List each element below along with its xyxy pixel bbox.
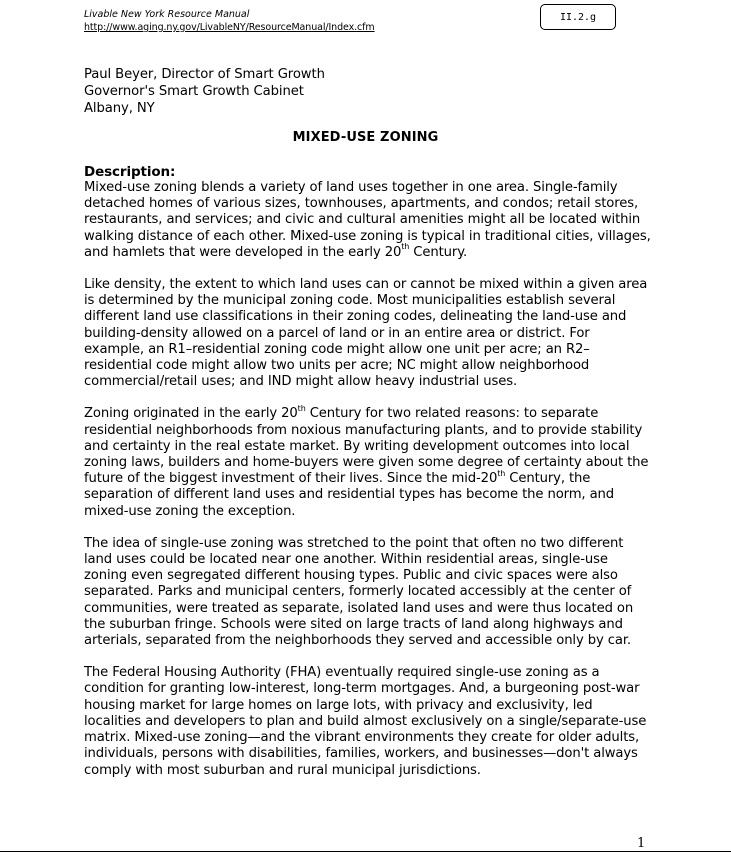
paragraph-4: The idea of single-use zoning was stretched to the point that often no two different land uses could be located near one another. Within residential areas, single-use zoning even segregated different housing types. Public and civic spaces were also separated. Parks and municipal centers, formerly located accessibly at the center of communities, were treated as separate, isolated land uses and were thus located on the suburban fringe. Schools were sited on large tracts of land along highways and arterials, separated from the neighborhoods they served and accessible only by car. bbox=[84, 535, 634, 649]
document-body bbox=[84, 164, 652, 795]
p3-text-b: Century for two related reasons: to separate residential neighborhoods from noxious manufacturing plants, and to provide stability and certainty in the real estate market. By writing development outcomes into local zoning laws, builders and home-buyers were given some degree of certainty about the future of the biggest investment of their lives. Since the mid-20 bbox=[84, 406, 649, 487]
paragraph-5: The Federal Housing Authority (FHA) eventually required single-use zoning as a condition for granting low-interest, long-term mortgages. And, a burgeoning post-war housing market for large homes on large lots, with privacy and exclusivity, led localities and developers to plan and build almost exclusively on a single/separate-use matrix. Mixed-use zoning—and the vibrant environments they create for older adults, individuals, persons with disabilities, families, workers, and businesses—don't always comply with most suburban and rural municipal jurisdictions. bbox=[84, 665, 647, 778]
manual-title: Livable New York Resource Manual bbox=[84, 9, 250, 20]
paragraph-2: Like density, the extent to which land uses can or cannot be mixed within a given area is determined by the municipal zoning code. Most municipalities establish several different land use classifications in their zoning codes, delineating the land-use and building-density allowed on a parcel of land or in an entire area or district. For example, an R1–residential zoning code might allow one unit per acre; an R2–residential code might allow two units per acre; NC might allow neighborhood commercial/retail uses; and IND might allow heavy industrial uses. bbox=[84, 277, 648, 390]
page-number: 1 bbox=[637, 836, 646, 851]
p1-text-a: Mixed-use zoning blends a variety of land uses together in one area. Single-family detached homes of various sizes, townhouses, apartments, and condos; retail stores, restaurants, and services; and civic and cultural amenities might all be located within walking distance of each other. Mixed-use zoning is typical in traditional cities, villages, and hamlets that were developed in the early 20 bbox=[84, 180, 651, 260]
p1-superscript: th bbox=[401, 242, 410, 252]
author-block bbox=[84, 66, 325, 117]
document-title: MIXED-USE ZONING bbox=[292, 130, 439, 145]
author-org-line: Governor's Smart Growth Cabinet bbox=[84, 84, 304, 99]
manual-url-link[interactable]: http://www.aging.ny.gov/LivableNY/ResourceManual/Index.cfm bbox=[84, 22, 375, 33]
p3-superscript-2: th bbox=[497, 468, 506, 478]
description-heading: Description: bbox=[84, 164, 176, 180]
p3-text-a: Zoning originated in the early 20 bbox=[84, 406, 298, 422]
paragraph-1 bbox=[84, 180, 652, 261]
p3-superscript-1: th bbox=[297, 404, 306, 414]
section-code-badge: II.2.g bbox=[540, 4, 616, 30]
p3-text-c: Century, the separation of different land uses and residential types has become the norm, and mixed-use zoning the exception. bbox=[84, 471, 615, 519]
footer-rule bbox=[0, 851, 731, 852]
author-location-line: Albany, NY bbox=[84, 101, 155, 116]
p1-text-b: Century. bbox=[409, 244, 468, 260]
author-name-line: Paul Beyer, Director of Smart Growth bbox=[84, 67, 325, 82]
paragraph-3 bbox=[84, 406, 652, 519]
